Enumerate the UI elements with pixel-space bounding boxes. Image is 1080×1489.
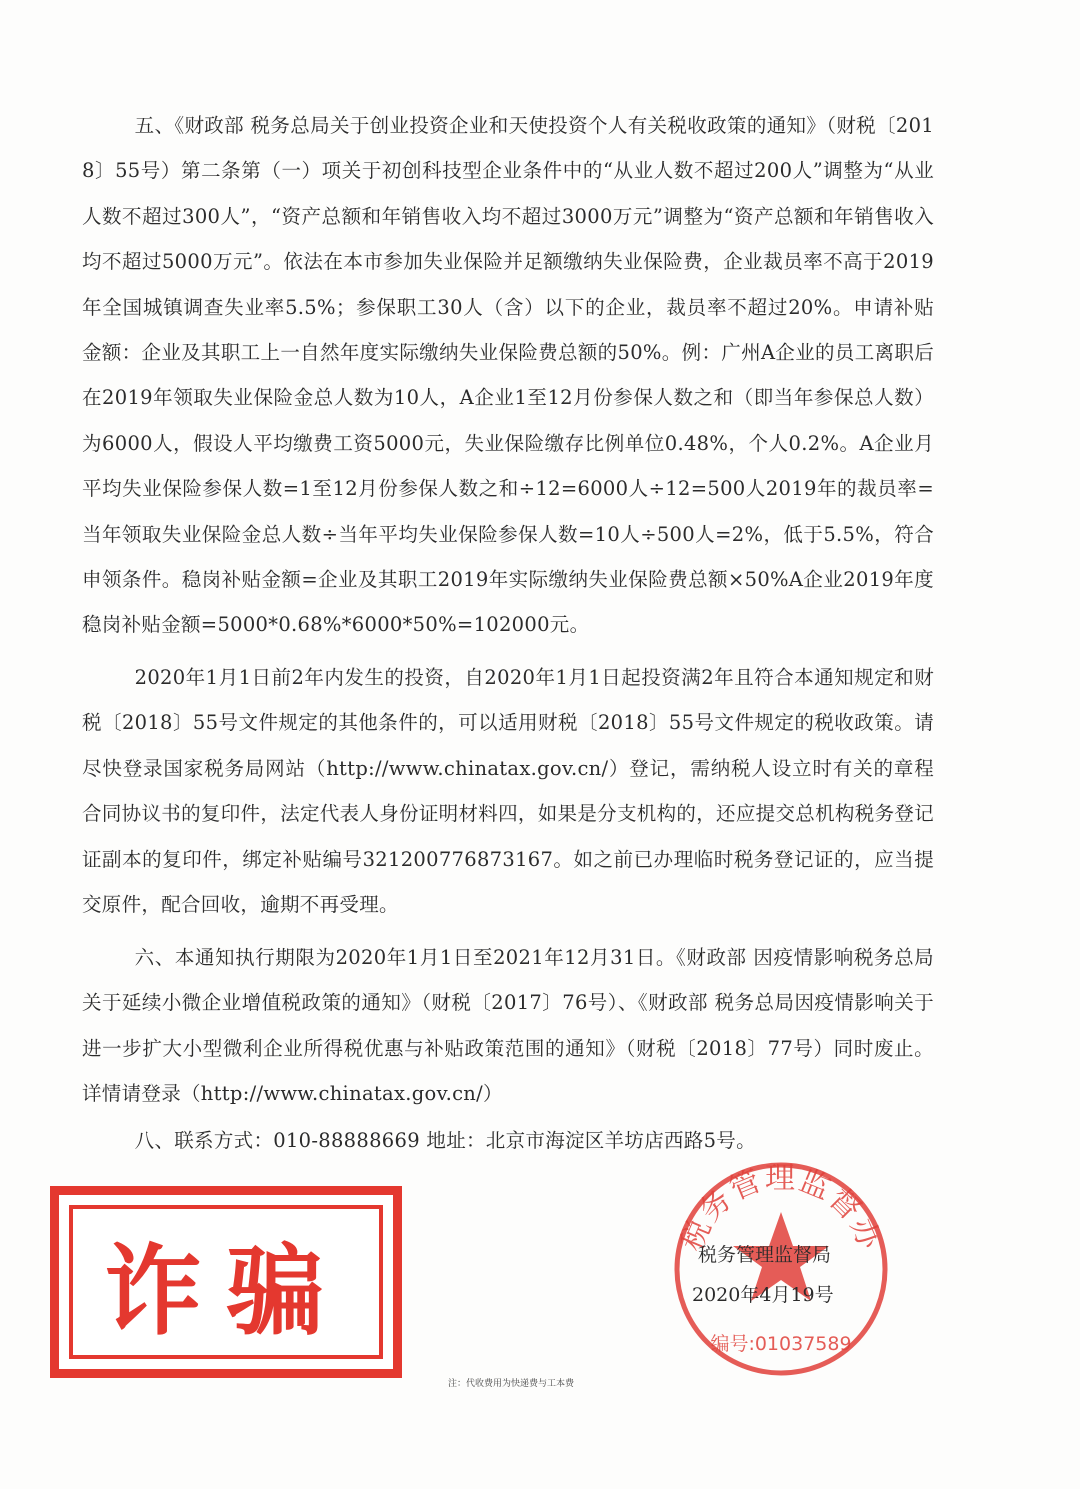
paragraph-eight (82, 1118, 934, 1163)
official-seal-icon (672, 1160, 890, 1378)
issuing-bureau: 税务管理监督局 (698, 1244, 832, 1266)
paragraph-five (82, 103, 934, 648)
fraud-stamp-text: 诈骗 (103, 1235, 348, 1349)
footnote: 注：代收费用为快递费与工本费 (448, 1379, 575, 1389)
paragraph-six-text: 六、本通知执行期限为2020年1月1日至2021年12月31日。《财政部 因疫情影响税务总局关于延续小微企业增值税政策的通知》（财税〔2017〕76号）、《财政部 税务总局因疫情影响关于进一步扩大小型微利企业所得税优惠与补贴政策范围的通知》（财税〔2018〕77号）同时废止。详情请登录（http://www.chinatax.gov.cn/） (82, 946, 934, 1106)
seal-number: 编号:01037589 (710, 1333, 852, 1355)
signing-date: 2020年4月19号 (692, 1284, 834, 1306)
paragraph-eight-text: 八、联系方式：010-88888669 地址：北京市海淀区羊坊店西路5号。 (134, 1129, 756, 1152)
paragraph-investment-text: 2020年1月1日前2年内发生的投资，自2020年1月1日起投资满2年且符合本通知规定和财税〔2018〕55号文件规定的其他条件的，可以适用财税〔2018〕55号文件规定的税收政策。请尽快登录国家税务局网站（http://www.chinatax.gov.cn/）登记，需纳税人设立时有关的章程合同协议书的复印件，法定代表人身份证明材料四，如果是分支机构的，还应提交总机构税务登记证副本的复印件，绑定补贴编号321200776873167。如之前已办理临时税务登记证的，应当提交原件，配合回收，逾期不再受理。 (82, 666, 934, 917)
fraud-stamp (50, 1186, 402, 1378)
paragraph-five-text: 五、《财政部 税务总局关于创业投资企业和天使投资个人有关税收政策的通知》（财税〔2018〕55号）第二条第（一）项关于初创科技型企业条件中的“从业人数不超过200人”调整为“从业人数不超过300人”，“资产总额和年销售收入均不超过3000万元”调整为“资产总额和年销售收入均不超过5000万元”。依法在本市参加失业保险并足额缴纳失业保险费，企业裁员率不高于2019年全国城镇调查失业率5.5%；参保职工30人（含）以下的企业，裁员率不超过20%。申请补贴金额：企业及其职工上一自然年度实际缴纳失业保险费总额的50%。例：广州A企业的员工离职后在2019年领取失业保险金总人数为10人，A企业1至12月份参保人数之和（即当年参保总人数）为6000人，假设人平均缴费工资5000元，失业保险缴存比例单位0.48%，个人0.2%。A企业月平均失业保险参保人数=1至12月份参保人数之和÷12=6000人÷12=500人2019年的裁员率=当年领取失业保险金总人数÷当年平均失业保险参保人数=10人÷500人=2%，低于5.5%，符合申领条件。稳岗补贴金额=企业及其职工2019年实际缴纳失业保险费总额×50%A企业2019年度稳岗补贴金额=5000*0.68%*6000*50%=102000元。 (82, 114, 934, 637)
paragraph-six (82, 935, 934, 1117)
seal-ring-text: 税务管理监督办 (674, 1161, 888, 1257)
paragraph-investment (82, 655, 934, 927)
